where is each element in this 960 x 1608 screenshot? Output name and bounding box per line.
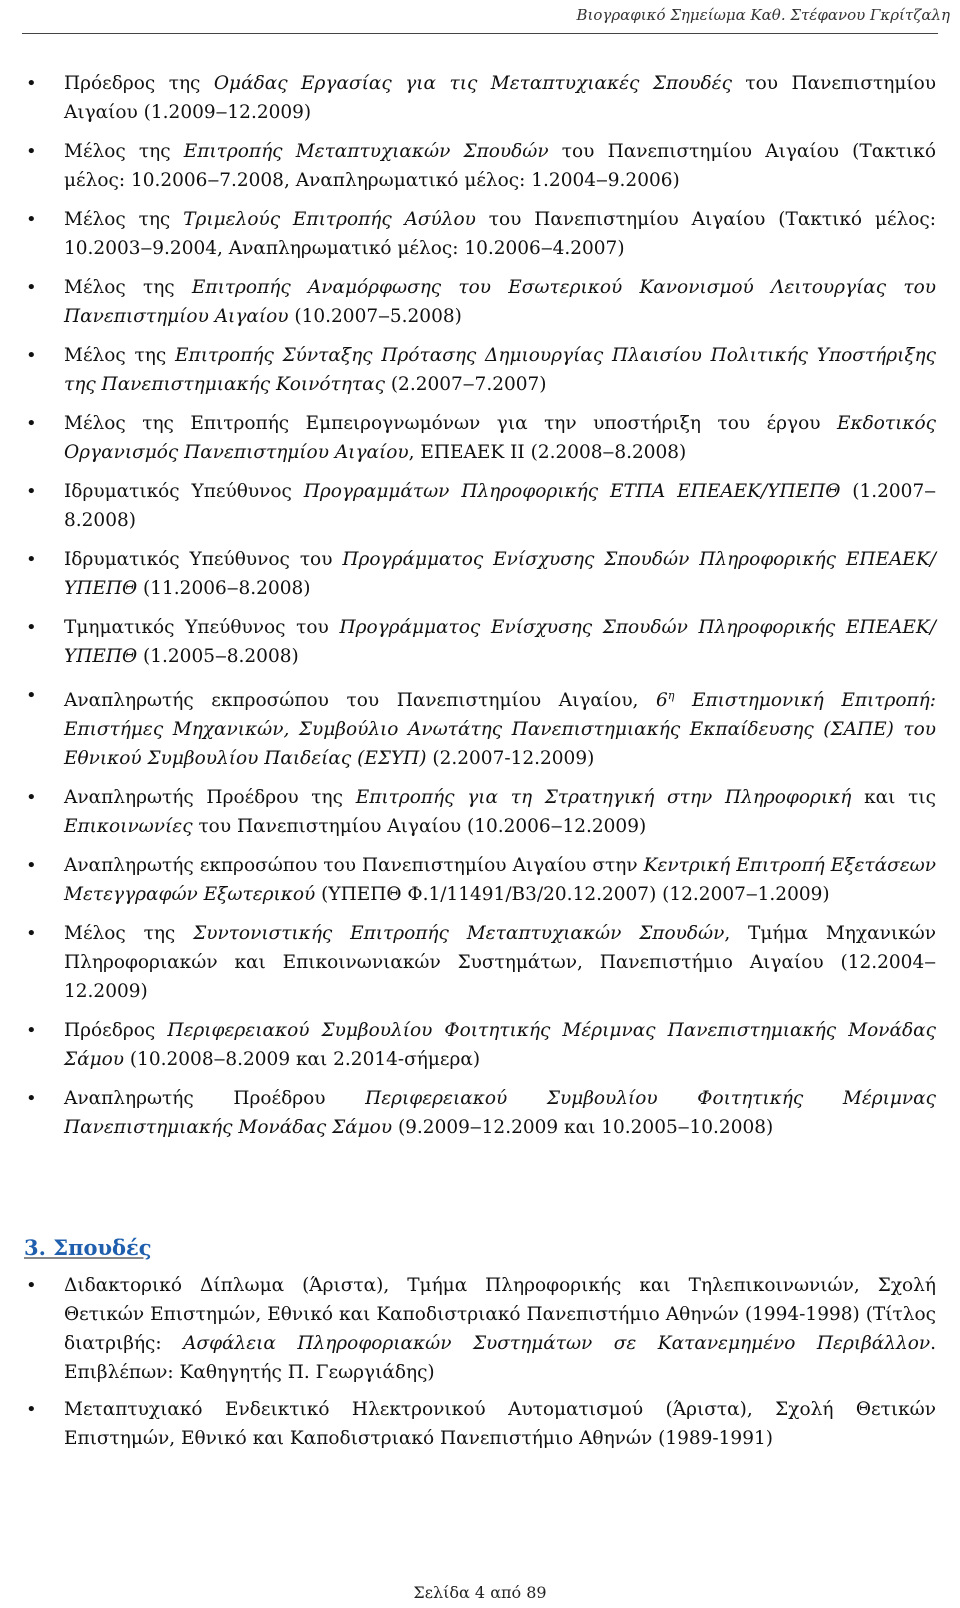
- bullet-icon: •: [26, 277, 37, 298]
- italic-text: η: [667, 689, 675, 702]
- list-item: [0, 205, 960, 263]
- bullet-icon: •: [26, 1088, 37, 1110]
- italic-text: Προγράμματος Ενίσχυσης Σπουδών Πληροφορικής ΕΠΕΑΕΚ/ΥΠΕΠΘ: [64, 617, 936, 667]
- list-item: [0, 69, 960, 127]
- bullet-icon: •: [26, 1275, 37, 1296]
- text-segment: και τις: [851, 787, 936, 809]
- bullet-icon: •: [26, 1020, 37, 1042]
- text-segment: Μέλος της: [64, 209, 184, 230]
- bullet-icon: •: [26, 549, 37, 570]
- running-header: Βιογραφικό Σημείωμα Καθ. Στέφανου Γκρίτζαλη: [576, 6, 950, 24]
- text-segment: Αναπληρωτής Προέδρου: [64, 1088, 366, 1110]
- italic-text: 6: [656, 690, 668, 712]
- list-item: [0, 477, 960, 535]
- text-segment: , Τμήμα Μηχανικών Πληροφοριακών και Επικοινωνιακών Συστημάτων, Πανεπιστήμιο Αιγαίου (12.2004‒12.2009): [64, 923, 936, 1003]
- list-item: [0, 409, 960, 467]
- bullet-icon: •: [26, 923, 37, 945]
- bullet-icon: •: [26, 685, 37, 706]
- text-segment: Μέλος της: [64, 345, 176, 366]
- list-item: [0, 919, 960, 1006]
- text-segment: του Πανεπιστημίου Αιγαίου (1.2009‒12.2009): [64, 73, 937, 123]
- bullet-icon: •: [26, 345, 37, 366]
- bullet-icon: •: [26, 413, 37, 434]
- text-segment: Αναπληρωτής εκπροσώπου του Πανεπιστημίου Αιγαίου,: [64, 690, 657, 712]
- text-segment: Πρόεδρος της: [64, 73, 214, 94]
- bullet-icon: •: [26, 787, 37, 809]
- header-divider: [22, 33, 938, 34]
- text-segment: (2.2007‒7.2007): [384, 374, 547, 395]
- section-heading-studies: 3. Σπουδές: [24, 1235, 152, 1260]
- text-segment: Τμηματικός Υπεύθυνος του: [64, 617, 340, 638]
- italic-text: Προγράμματος Ενίσχυσης Σπουδών Πληροφορικής ΕΠΕΑΕΚ/ΥΠΕΠΘ: [64, 549, 936, 599]
- page-number: Σελίδα 4 από 89: [413, 1583, 547, 1602]
- italic-text: Περιφερειακού Συμβουλίου Φοιτητικής Μέριμνας Πανεπιστημιακής Μονάδας Σάμου: [64, 1020, 937, 1071]
- italic-text: Ομάδας Εργασίας για τις Μεταπτυχιακές Σπουδές: [213, 73, 732, 94]
- italic-text: Επικοινωνίες: [64, 816, 193, 838]
- bullet-icon: •: [26, 1399, 37, 1420]
- text-segment: Μέλος της: [64, 277, 192, 298]
- bullet-icon: •: [26, 73, 37, 94]
- text-segment: (9.2009‒12.2009 και 10.2005‒10.2008): [392, 1117, 774, 1139]
- italic-text: Τριμελούς Επιτροπής Ασύλου: [183, 209, 476, 230]
- bullet-icon: •: [26, 855, 37, 877]
- list-item: [0, 273, 960, 331]
- italic-text: Περιφερειακού Συμβουλίου Φοιτητικής Μέριμνας Πανεπιστημιακής Μονάδας Σάμου: [64, 1088, 936, 1139]
- text-segment: Μέλος της Επιτροπής Εμπειρογνωμόνων για την υποστήριξη του έργου: [64, 413, 837, 434]
- list-item: [0, 613, 960, 671]
- text-segment: (10.2007‒5.2008): [288, 306, 462, 327]
- italic-text: Επιτροπής για τη Στρατηγική στην Πληροφορική: [355, 787, 852, 809]
- text-segment: . Επιβλέπων: Καθηγητής Π. Γεωργιάδης): [64, 1333, 936, 1383]
- italic-text: Ασφάλεια Πληροφοριακών Συστημάτων σε Κατανεμημένο Περιβάλλον: [183, 1333, 931, 1354]
- bullet-icon: •: [26, 141, 37, 162]
- list-item: [0, 1084, 960, 1142]
- text-segment: του Πανεπιστημίου Αιγαίου (Τακτικό μέλος: 10.2003‒9.2004, Αναπληρωματικό μέλος: 10.2006‒4.2007): [64, 209, 936, 259]
- text-segment: Μέλος της: [64, 141, 184, 162]
- text-segment: Μεταπτυχιακό Ενδεικτικό Ηλεκτρονικού Αυτοματισμού (Άριστα), Σχολή Θετικών Επιστημών, Εθνικό και Καποδιστριακό Πανεπιστήμιο Αθηνών (1989-1991): [64, 1399, 936, 1449]
- text-segment: Ιδρυματικός Υπεύθυνος του: [64, 549, 343, 570]
- list-item: [0, 545, 960, 603]
- list-item: [0, 681, 960, 773]
- text-segment: Διδακτορικό Δίπλωμα (Άριστα), Τμήμα Πληροφορικής και Τηλεπικοινωνιών, Σχολή Θετικών Επιστημών, Εθνικό και Καποδιστριακό Πανεπιστήμιο Αθηνών (1994-1998) (Τίτλος διατριβής:: [64, 1275, 936, 1354]
- text-segment: Αναπληρωτής Προέδρου της: [64, 787, 356, 809]
- list-item: [0, 341, 960, 399]
- list-item: [0, 1016, 960, 1074]
- studies-list: [0, 1271, 960, 1461]
- text-segment: (1.2007‒8.2008): [64, 481, 936, 531]
- list-item: [0, 783, 960, 841]
- text-segment: Μέλος της: [64, 923, 194, 945]
- text-segment: Πρόεδρος: [64, 1020, 168, 1042]
- italic-text: Κεντρική Επιτροπή Εξετάσεων Μετεγγραφών Εξωτερικού: [64, 855, 936, 906]
- bullet-icon: •: [26, 209, 37, 230]
- list-item: [0, 137, 960, 195]
- text-segment: (11.2006‒8.2008): [137, 578, 311, 599]
- text-segment: (ΥΠΕΠΘ Φ.1/11491/Β3/20.12.2007) (12.2007‒1.2009): [315, 884, 830, 906]
- italic-text: Επιστημονική Επιτροπή: Επιστήμες Μηχανικών, Συμβούλιο Ανωτάτης Πανεπιστημιακής Εκπαίδευσης (ΣΑΠΕ) του Εθνικού Συμβουλίου Παιδείας (ΕΣΥΠ): [64, 690, 936, 770]
- text-segment: Αναπληρωτής εκπροσώπου του Πανεπιστημίου Αιγαίου στην: [64, 855, 644, 877]
- text-segment: (1.2005‒8.2008): [137, 646, 299, 667]
- text-segment: (2.2007-12.2009): [426, 748, 595, 770]
- text-segment: , ΕΠΕΑΕΚ ΙΙ (2.2008‒8.2008): [408, 442, 687, 463]
- bullet-icon: •: [26, 617, 37, 638]
- italic-text: Προγραμμάτων Πληροφορικής ΕΤΠΑ ΕΠΕΑΕΚ/ΥΠΕΠΘ: [303, 481, 841, 502]
- italic-text: Επιτροπής Αναμόρφωσης του Εσωτερικού Κανονισμού Λειτουργίας του Πανεπιστημίου Αιγαίου: [64, 277, 937, 327]
- text-segment: Ιδρυματικός Υπεύθυνος: [64, 481, 304, 502]
- positions-list: [0, 69, 960, 1152]
- list-item: [0, 1395, 960, 1453]
- text-segment: του Πανεπιστημίου Αιγαίου (Τακτικό μέλος: 10.2006‒7.2008, Αναπληρωματικό μέλος: 1.2004‒9.2006): [64, 141, 936, 191]
- list-item: [0, 851, 960, 909]
- text-segment: του Πανεπιστημίου Αιγαίου (10.2006‒12.2009): [192, 816, 647, 838]
- text-segment: (10.2008‒8.2009 και 2.2014-σήμερα): [123, 1049, 481, 1071]
- bullet-icon: •: [26, 481, 37, 502]
- italic-text: Συντονιστικής Επιτροπής Μεταπτυχιακών Σπουδών: [193, 923, 725, 945]
- italic-text: Εκδοτικός Οργανισμός Πανεπιστημίου Αιγαίου: [64, 413, 936, 463]
- list-item: [0, 1271, 960, 1387]
- italic-text: Επιτροπής Σύνταξης Πρότασης Δημιουργίας Πλαισίου Πολιτικής Υποστήριξης της Πανεπιστημιακής Κοινότητας: [64, 345, 936, 395]
- italic-text: Επιτροπής Μεταπτυχιακών Σπουδών: [183, 141, 549, 162]
